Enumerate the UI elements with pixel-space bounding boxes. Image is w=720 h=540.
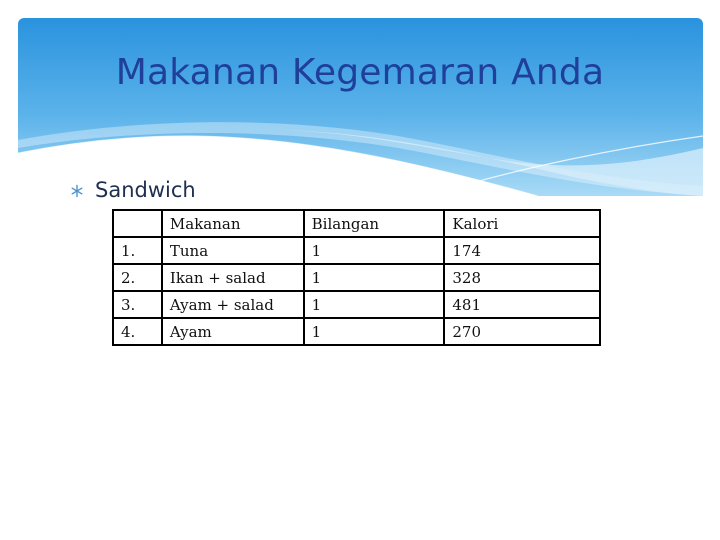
table-cell: 270 [444, 318, 600, 345]
table-row [113, 291, 600, 318]
table-header-cell: Bilangan [304, 210, 445, 237]
bullet-item [70, 178, 196, 202]
table-header-cell [113, 210, 162, 237]
asterisk-bullet-icon [70, 183, 84, 197]
table-cell: 174 [444, 237, 600, 264]
table-cell: 1. [113, 237, 162, 264]
table-cell: 1 [304, 264, 445, 291]
table-cell: 2. [113, 264, 162, 291]
table-cell: Ayam + salad [162, 291, 304, 318]
table-header-cell: Kalori [444, 210, 600, 237]
bullet-text: Sandwich [95, 178, 196, 202]
table-cell: Tuna [162, 237, 304, 264]
slide-title: Makanan Kegemaran Anda [115, 52, 605, 93]
table-row [113, 237, 600, 264]
table-cell: 3. [113, 291, 162, 318]
table-cell: Ikan + salad [162, 264, 304, 291]
table-cell: Ayam [162, 318, 304, 345]
table-header-cell: Makanan [162, 210, 304, 237]
food-table [112, 209, 601, 346]
table-row [113, 264, 600, 291]
table-header-row [113, 210, 600, 237]
table-cell: 1 [304, 237, 445, 264]
table-cell: 481 [444, 291, 600, 318]
header-band [18, 18, 703, 196]
header-wave-background [18, 18, 703, 196]
table-cell: 1 [304, 318, 445, 345]
table-cell: 1 [304, 291, 445, 318]
table-row [113, 318, 600, 345]
table-cell: 4. [113, 318, 162, 345]
table-cell: 328 [444, 264, 600, 291]
